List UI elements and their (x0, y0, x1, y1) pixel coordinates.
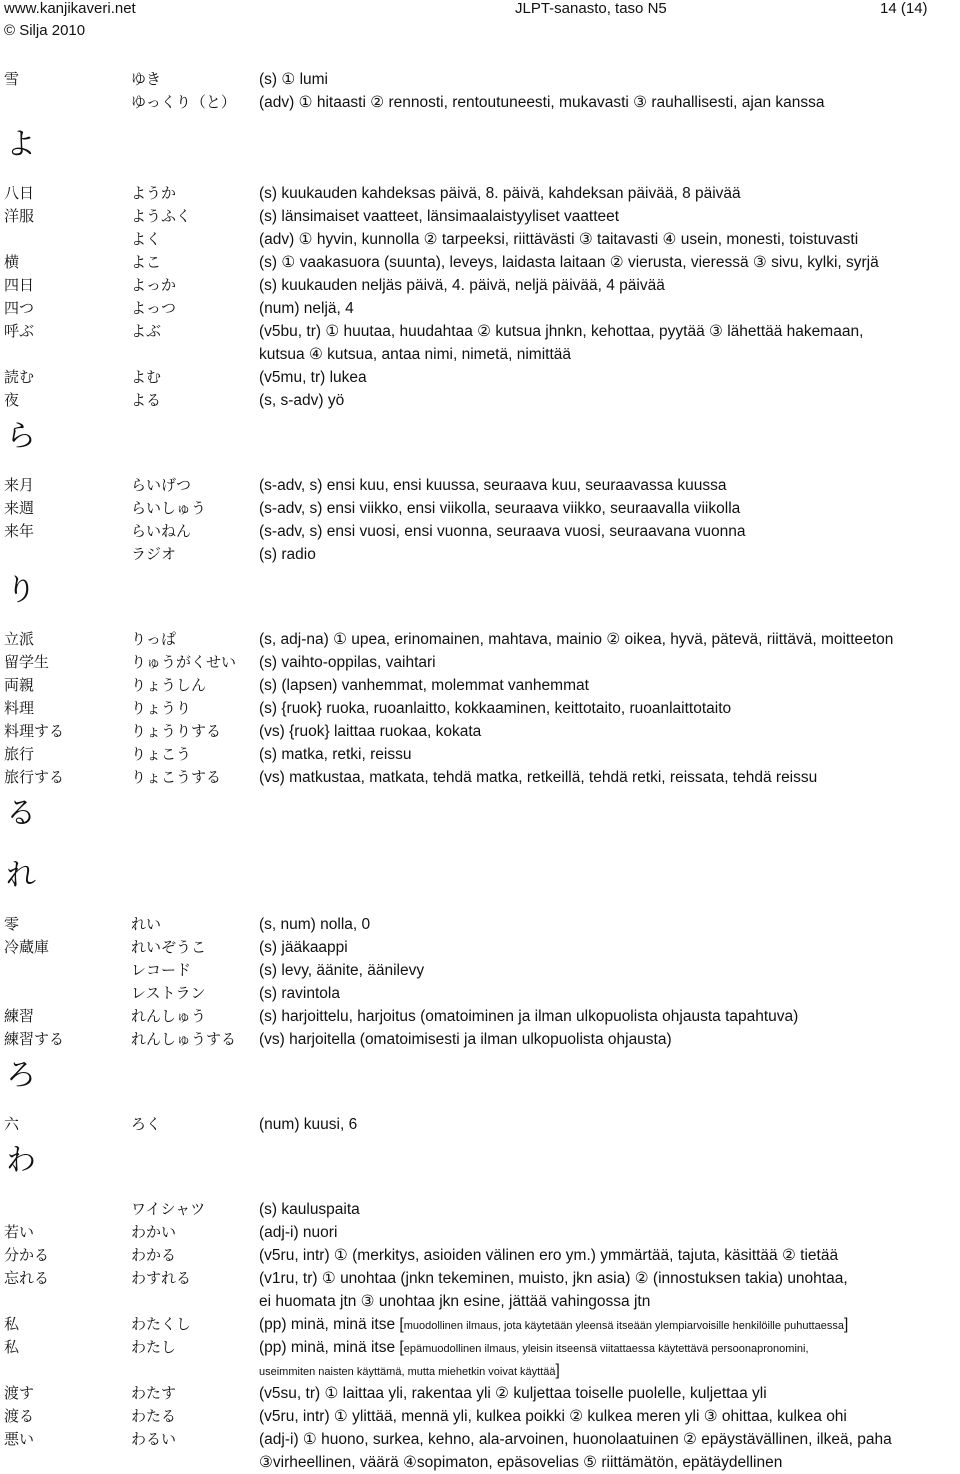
vocab-entry (0, 1382, 960, 1405)
entry-kanji: 来週 (4, 499, 35, 517)
vocab-entry (0, 520, 960, 543)
entry-reading: ようふく (131, 207, 192, 225)
vocab-entry (0, 320, 960, 366)
entry-kanji: 若い (4, 1223, 35, 1241)
entry-kanji: 両親 (4, 676, 35, 694)
entry-kanji: 旅行する (4, 768, 65, 786)
entry-definition: (s-adv, s) ensi viikko, ensi viikolla, seuraava viikko, seuraavalla viikolla (259, 500, 741, 517)
entry-reading: よっか (131, 276, 177, 294)
section-heading: よ (6, 127, 36, 162)
entry-reading: よむ (131, 368, 162, 386)
entry-definition: (num) kuusi, 6 (259, 1116, 358, 1133)
definition-note: epämuodollinen ilmaus, yleisin itseensä viitattaessa käytettävä persoonapronomini, (403, 1343, 809, 1355)
vocab-entry (0, 389, 960, 412)
entry-definition: (v5su, tr) ① laittaa yli, rakentaa yli ② kuljettaa toiselle puolelle, kuljettaa yli (259, 1385, 767, 1402)
entry-definition: (vs) harjoitella (omatoimisesti ja ilman ulkopuolista ohjausta) (259, 1031, 672, 1048)
entry-kanji: 渡る (4, 1407, 35, 1425)
entry-kanji: 忘れる (4, 1269, 50, 1287)
entry-reading: よく (131, 230, 162, 248)
entry-definition: ③virheellinen, väärä ④sopimaton, epäsovelias ⑤ riittämätön, epätäydellinen (259, 1454, 783, 1471)
vocab-entry (0, 982, 960, 1005)
vocab-entry (0, 1336, 960, 1382)
copyright: © Silja 2010 (4, 22, 86, 39)
entry-kanji: 旅行 (4, 745, 35, 763)
entry-reading: りょうりする (131, 722, 222, 740)
entry-definition: (adv) ① hyvin, kunnolla ② tarpeeksi, riittävästi ③ taitavasti ④ usein, monesti, toistuvasti (259, 231, 859, 248)
section-heading: り (6, 573, 36, 608)
entry-reading: れんしゅう (131, 1007, 207, 1025)
entry-kanji: 四日 (4, 276, 35, 294)
entry-reading: ろく (131, 1115, 162, 1133)
entry-definition: (s, adj-na) ① upea, erinomainen, mahtava, mainio ② oikea, hyvä, pätevä, riittävä, moitteeton (259, 631, 894, 648)
definition-note: useimmiten naisten käyttämä, mutta miehetkin voivat käyttää (259, 1366, 556, 1378)
entry-kanji: 雪 (4, 70, 20, 88)
entry-reading: わかる (131, 1246, 177, 1264)
entry-definition: (s) matka, retki, reissu (259, 746, 412, 763)
entry-reading: れいぞうこ (131, 938, 207, 956)
entry-kanji: 立派 (4, 630, 35, 648)
entry-kanji: 悪い (4, 1430, 35, 1448)
entry-kanji: 分かる (4, 1246, 50, 1264)
entry-kanji: 渡す (4, 1384, 35, 1402)
entry-definition: (s) radio (259, 546, 316, 563)
entry-definition: (s, s-adv) yö (259, 392, 345, 409)
entry-definition: (v5bu, tr) ① huutaa, huudahtaa ② kutsua jhnkn, kehottaa, pyytää ③ lähettää hakemaan, (259, 323, 864, 340)
vocab-entry (0, 651, 960, 674)
entry-kanji: 練習 (4, 1007, 35, 1025)
entry-definition: (s) {ruok} ruoka, ruoanlaitto, kokkaaminen, keittotaito, ruoanlaittotaito (259, 700, 732, 717)
entry-reading: よっつ (131, 299, 177, 317)
vocab-entry (0, 497, 960, 520)
entry-reading: ようか (131, 184, 177, 202)
vocab-entry (0, 628, 960, 651)
entry-definition: (s) kuukauden kahdeksas päivä, 8. päivä, kahdeksan päivää, 8 päivää (259, 185, 741, 202)
entry-definition: (v5mu, tr) lukea (259, 369, 367, 386)
entry-reading: りゅうがくせい (131, 653, 237, 671)
entry-reading: らいねん (131, 522, 192, 540)
page-number: 14 (14) (880, 0, 928, 17)
entry-reading: わたし (131, 1338, 177, 1356)
vocab-entry (0, 766, 960, 789)
entry-kanji: 来月 (4, 476, 35, 494)
entry-reading: わたす (131, 1384, 177, 1402)
entry-definition: (v1ru, tr) ① unohtaa (jnkn tekeminen, muisto, jkn asia) ② (innostuksen takia) unohtaa, (259, 1270, 848, 1287)
entry-kanji: 零 (4, 915, 20, 933)
entry-definition: (s) jääkaappi (259, 939, 348, 956)
entry-definition: useimmiten naisten käyttämä, mutta miehetkin voivat käyttää] (259, 1362, 560, 1379)
entry-kanji: 六 (4, 1115, 20, 1133)
entry-definition: (v5ru, intr) ① ylittää, mennä yli, kulkea poikki ② kulkea meren yli ③ ohittaa, kulkea ohi (259, 1408, 847, 1425)
vocab-entry (0, 959, 960, 982)
entry-reading: よこ (131, 253, 162, 271)
vocab-entry (0, 543, 960, 566)
entry-definition: ei huomata jtn ③ unohtaa jkn esine, jättää vahingossa jtn (259, 1293, 651, 1310)
definition-note: muodollinen ilmaus, jota käytetään yleensä itseään ylempiarvoisille henkilöille puhuttaessa (403, 1320, 844, 1332)
vocab-entry (0, 68, 960, 91)
entry-kanji: 読む (4, 368, 35, 386)
entry-kanji: 夜 (4, 391, 20, 409)
vocab-entry (0, 1028, 960, 1051)
entry-definition: (s) vaihto-oppilas, vaihtari (259, 654, 436, 671)
vocab-entry (0, 91, 960, 114)
entry-reading: りょこうする (131, 768, 222, 786)
entry-kanji: 私 (4, 1315, 20, 1333)
entry-kanji: 横 (4, 253, 20, 271)
entry-reading: らいげつ (131, 476, 192, 494)
section-heading: る (6, 796, 36, 831)
vocab-entry (0, 936, 960, 959)
entry-definition: (s) länsimaiset vaatteet, länsimaalaistyyliset vaatteet (259, 208, 620, 225)
entry-definition: (s) ① vaakasuora (suunta), leveys, laidasta laitaan ② vierusta, vieressä ③ sivu, kylki, syrjä (259, 254, 879, 271)
entry-kanji: 留学生 (4, 653, 50, 671)
vocab-entry (0, 366, 960, 389)
entry-definition: (num) neljä, 4 (259, 300, 354, 317)
entry-reading: ゆき (131, 70, 162, 88)
entry-definition: (adv) ① hitaasti ② rennosti, rentoutuneesti, mukavasti ③ rauhallisesti, ajan kanssa (259, 94, 825, 111)
entry-reading: りょうしん (131, 676, 207, 694)
vocab-entry (0, 1113, 960, 1136)
entry-definition: (s) (lapsen) vanhemmat, molemmat vanhemmat (259, 677, 589, 694)
entry-definition: (vs) matkustaa, matkata, tehdä matka, retkeillä, tehdä retki, reissata, tehdä reissu (259, 769, 818, 786)
entry-definition: (s-adv, s) ensi kuu, ensi kuussa, seuraava kuu, seuraavassa kuussa (259, 477, 727, 494)
vocab-entry (0, 1221, 960, 1244)
entry-reading: レコード (131, 961, 192, 979)
entry-definition: (vs) {ruok} laittaa ruokaa, kokata (259, 723, 482, 740)
entry-definition: (s) harjoittelu, harjoitus (omatoiminen ja ilman ulkopuolista ohjausta tapahtuva) (259, 1008, 799, 1025)
document-title: JLPT-sanasto, taso N5 (515, 0, 667, 17)
vocab-entry (0, 913, 960, 936)
entry-kanji: 洋服 (4, 207, 35, 225)
section-heading: れ (6, 858, 36, 893)
entry-reading: わすれる (131, 1269, 192, 1287)
entry-reading: わたくし (131, 1315, 192, 1333)
entry-kanji: 来年 (4, 522, 35, 540)
vocab-entry (0, 1267, 960, 1313)
entry-reading: わるい (131, 1430, 177, 1448)
entry-definition: (pp) minä, minä itse [muodollinen ilmaus, jota käytetään yleensä itseään ylempiarvoisille henkilöille puhuttaessa] (259, 1316, 849, 1333)
vocab-entry (0, 720, 960, 743)
entry-definition: (pp) minä, minä itse [epämuodollinen ilmaus, yleisin itseensä viitattaessa käytettävä persoonapronomini, (259, 1339, 809, 1356)
entry-kanji: 四つ (4, 299, 35, 317)
entry-definition: (adj-i) ① huono, surkea, kehno, ala-arvoinen, huonolaatuinen ② epäystävällinen, ilkeä, paha (259, 1431, 892, 1448)
vocab-entry (0, 1313, 960, 1336)
vocab-entry (0, 1005, 960, 1028)
entry-reading: よる (131, 391, 162, 409)
entry-definition: (s) kuukauden neljäs päivä, 4. päivä, neljä päivää, 4 päivää (259, 277, 665, 294)
entry-reading: わたる (131, 1407, 177, 1425)
vocab-entry (0, 274, 960, 297)
entry-definition: (s, num) nolla, 0 (259, 916, 371, 933)
vocab-entry (0, 182, 960, 205)
entry-kanji: 練習する (4, 1030, 65, 1048)
vocab-entry (0, 205, 960, 228)
entry-reading: れんしゅうする (131, 1030, 237, 1048)
entry-definition: kutsua ④ kutsua, antaa nimi, nimetä, nimittää (259, 346, 571, 363)
section-heading: ろ (6, 1058, 36, 1093)
vocab-entry (0, 251, 960, 274)
entry-reading: りょこう (131, 745, 192, 763)
entry-definition: (s) kauluspaita (259, 1201, 360, 1218)
vocab-entry (0, 474, 960, 497)
entry-definition: (s) levy, äänite, äänilevy (259, 962, 425, 979)
entry-reading: よぶ (131, 322, 162, 340)
entry-definition: (s) ① lumi (259, 71, 329, 88)
entry-definition: (adj-i) nuori (259, 1224, 338, 1241)
entry-reading: レストラン (131, 984, 206, 1002)
vocab-entry (0, 228, 960, 251)
vocab-entry (0, 1198, 960, 1221)
vocab-entry (0, 1428, 960, 1474)
entry-reading: ラジオ (131, 545, 177, 563)
entry-reading: らいしゅう (131, 499, 207, 517)
entry-definition: (s-adv, s) ensi vuosi, ensi vuonna, seuraava vuosi, seuraavana vuonna (259, 523, 746, 540)
vocab-entry (0, 697, 960, 720)
entry-reading: りょうり (131, 699, 192, 717)
entry-kanji: 冷蔵庫 (4, 938, 50, 956)
vocab-entry (0, 743, 960, 766)
section-heading: ら (6, 419, 36, 454)
vocab-entry (0, 297, 960, 320)
entry-definition: (s) ravintola (259, 985, 340, 1002)
entry-kanji: 呼ぶ (4, 322, 35, 340)
vocab-entry (0, 1405, 960, 1428)
site-url: www.kanjikaveri.net (4, 0, 136, 17)
entry-reading: れい (131, 915, 162, 933)
entry-reading: りっぱ (131, 630, 177, 648)
entry-kanji: 料理する (4, 722, 65, 740)
entry-reading: ワイシャツ (131, 1200, 206, 1218)
vocab-entry (0, 674, 960, 697)
vocab-entry (0, 1244, 960, 1267)
entry-reading: わかい (131, 1223, 177, 1241)
entry-reading: ゆっくり（と） (131, 93, 236, 111)
entry-kanji: 八日 (4, 184, 35, 202)
entry-kanji: 私 (4, 1338, 20, 1356)
entry-kanji: 料理 (4, 699, 35, 717)
section-heading: わ (6, 1143, 36, 1178)
entry-definition: (v5ru, intr) ① (merkitys, asioiden välinen ero ym.) ymmärtää, tajuta, käsittää ② tietää (259, 1247, 839, 1264)
